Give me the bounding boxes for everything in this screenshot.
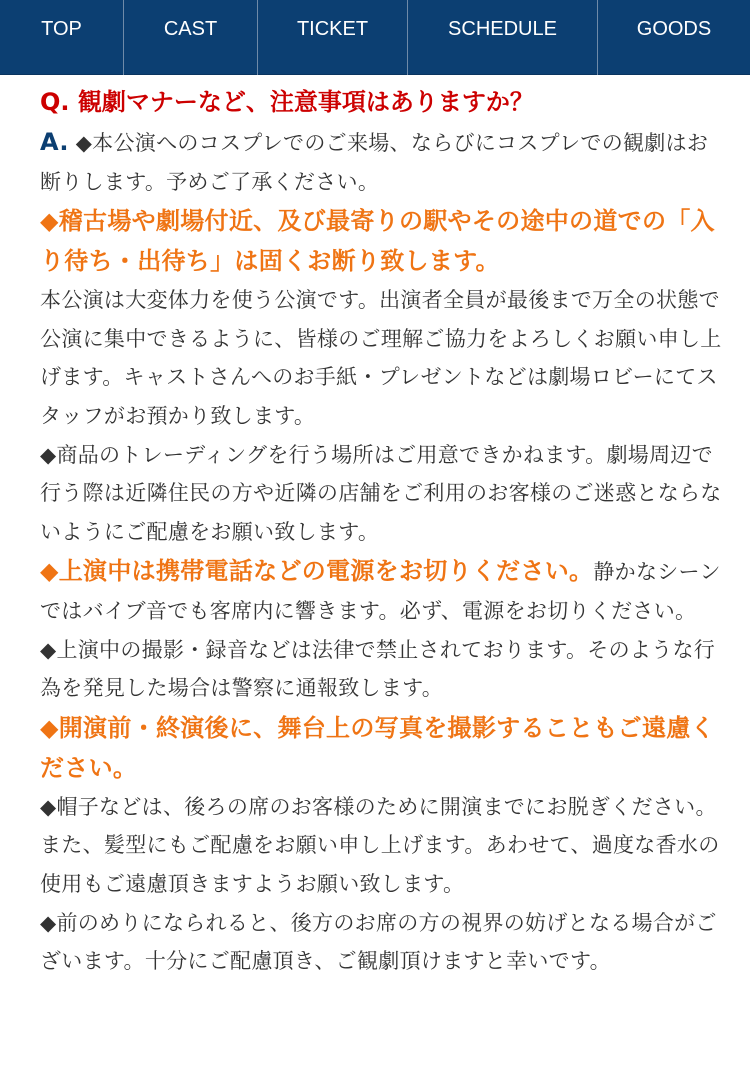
answer-label: A.	[40, 128, 69, 156]
highlight-phone: ◆上演中は携帯電話などの電源をお切りください。	[40, 557, 594, 586]
faq-content	[0, 75, 750, 981]
answer-paragraph-recording: ◆上演中の撮影・録音などは法律で禁止されております。そのような行為を発見した場合は警察に通報致します。	[40, 637, 716, 701]
nav-cast[interactable]: CAST	[124, 0, 258, 75]
nav-goods[interactable]: GOODS	[636, 18, 712, 40]
highlight-waiting: ◆稽古場や劇場付近、及び最寄りの駅やその途中の道での「入り待ち・出待ち」は固くお断り致します。	[40, 207, 715, 276]
top-navigation	[0, 0, 750, 75]
answer-paragraph-phone: 静かなシーンではバイブ音でも客席内に響きます。必ず、電源をお切りください。	[40, 560, 721, 623]
faq-question: Q. 観劇マナーなど、注意事項はありますか？	[40, 88, 534, 116]
nav-ticket[interactable]: TICKET	[258, 0, 408, 75]
nav-top[interactable]: TOP	[0, 0, 124, 75]
answer-paragraph-trading: ◆商品のトレーディングを行う場所はご用意できかねます。劇場周辺で行う際は近隣住民の方や近隣の店舗をご利用のお客様のご迷惑とならないようにご配慮をお願い致します。	[40, 442, 722, 544]
answer-paragraph-cosplay: ◆本公演へのコスプレでのご来場、ならびにコスプレでの観劇はお断りします。予めご了承ください。	[40, 131, 709, 194]
highlight-photo: ◆開演前・終演後に、舞台上の写真を撮影することもご遠慮ください。	[40, 713, 715, 782]
nav-schedule[interactable]: SCHEDULE	[408, 0, 598, 75]
faq-answer	[40, 123, 722, 981]
answer-paragraph-leaning: ◆前のめりになられると、後方のお席の方の視界の妨げとなる場合がございます。十分にご配慮頂き、ご観劇頂けますと幸いです。	[40, 910, 717, 974]
answer-paragraph-health: 本公演は大変体力を使う公演です。出演者全員が最後まで万全の状態で公演に集中できるように、皆様のご理解ご協力をよろしくお願い申し上げます。キャストさんへのお手紙・プレゼントなどは劇場ロビーにてスタッフがお預かり致します。	[40, 288, 722, 428]
answer-paragraph-hats: ◆帽子などは、後ろの席のお客様のために開演までにお脱ぎください。また、髪型にもご配慮をお願い申し上げます。あわせて、過度な香水の使用もご遠慮頂きますようお願い致します。	[40, 794, 720, 896]
